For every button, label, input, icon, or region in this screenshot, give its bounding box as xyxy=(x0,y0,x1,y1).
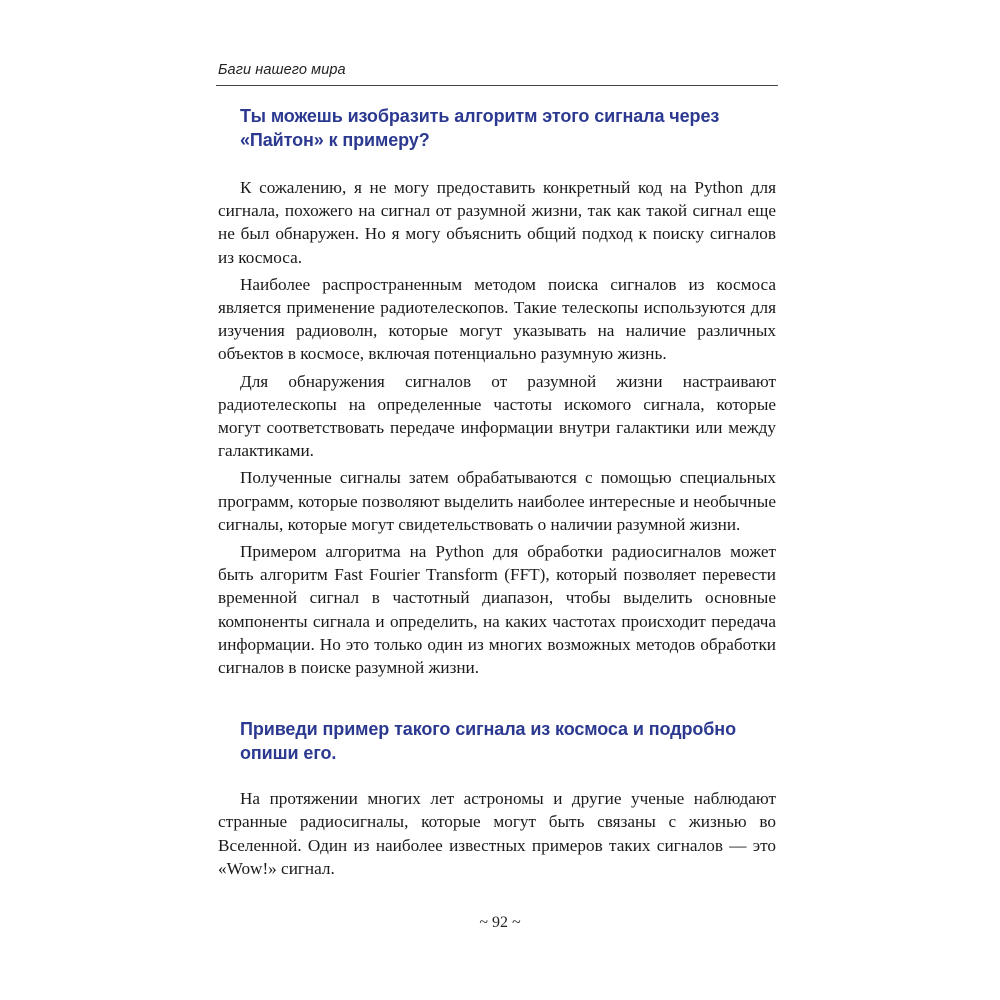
section-heading: Ты можешь изобразить алгоритм этого сигнала через «Пайтон» к примеру? xyxy=(240,106,720,150)
paragraph: К сожалению, я не могу предоставить конкретный код на Python для сигнала, похожего на сигнал от разумной жизни, так как такой сигнал еще не был обнаружен. Но я могу объяснить общий подход к поиску сигналов из космоса. xyxy=(218,178,776,267)
paragraph: Наиболее распространенным методом поиска сигналов из космоса является применение радиотелескопов. Такие телескопы используются для изучения радиоволн, которые могут указывать на наличие различных объектов в космосе, включая потенциально разумную жизнь. xyxy=(218,274,776,364)
paragraph: Для обнаружения сигналов от разумной жизни настраивают радиотелескопы на определенные частоты искомого сигнала, которые могут соответствовать передаче информации внутри галактики или между галактиками. xyxy=(218,371,776,461)
header-rule xyxy=(216,85,778,86)
paragraph: На протяжении многих лет астрономы и другие ученые наблюдают странные радиосигналы, которые могут быть связаны с жизнью во Вселенной. Один из наиболее известных примеров таких сигналов — это «Wow!» сигнал. xyxy=(218,789,776,878)
page-body xyxy=(218,104,776,884)
section-python-algorithm xyxy=(218,104,776,679)
section-heading: Приведи пример такого сигнала из космоса и подробно опиши его. xyxy=(240,719,736,764)
paragraph: Полученные сигналы затем обрабатываются с помощью специальных программ, которые позволяют выделить наиболее интересные и необычные сигналы, которые могут свидетельствовать о наличии разумной жизни. xyxy=(218,468,776,534)
paragraph: Примером алгоритма на Python для обработки радиосигналов может быть алгоритм Fast Fourier Transform (FFT), который позволяет перевести временной сигнал в частотный диапазон, чтобы выделить основные компоненты сигнала и определить, на каких частотах происходит передача информации. Но это только один из многих возможных методов обработки сигналов в поиске разумной жизни. xyxy=(218,542,776,678)
running-head: Баги нашего мира xyxy=(218,62,346,78)
page-number: ~ 92 ~ xyxy=(479,914,521,931)
section-signal-example xyxy=(218,717,776,880)
